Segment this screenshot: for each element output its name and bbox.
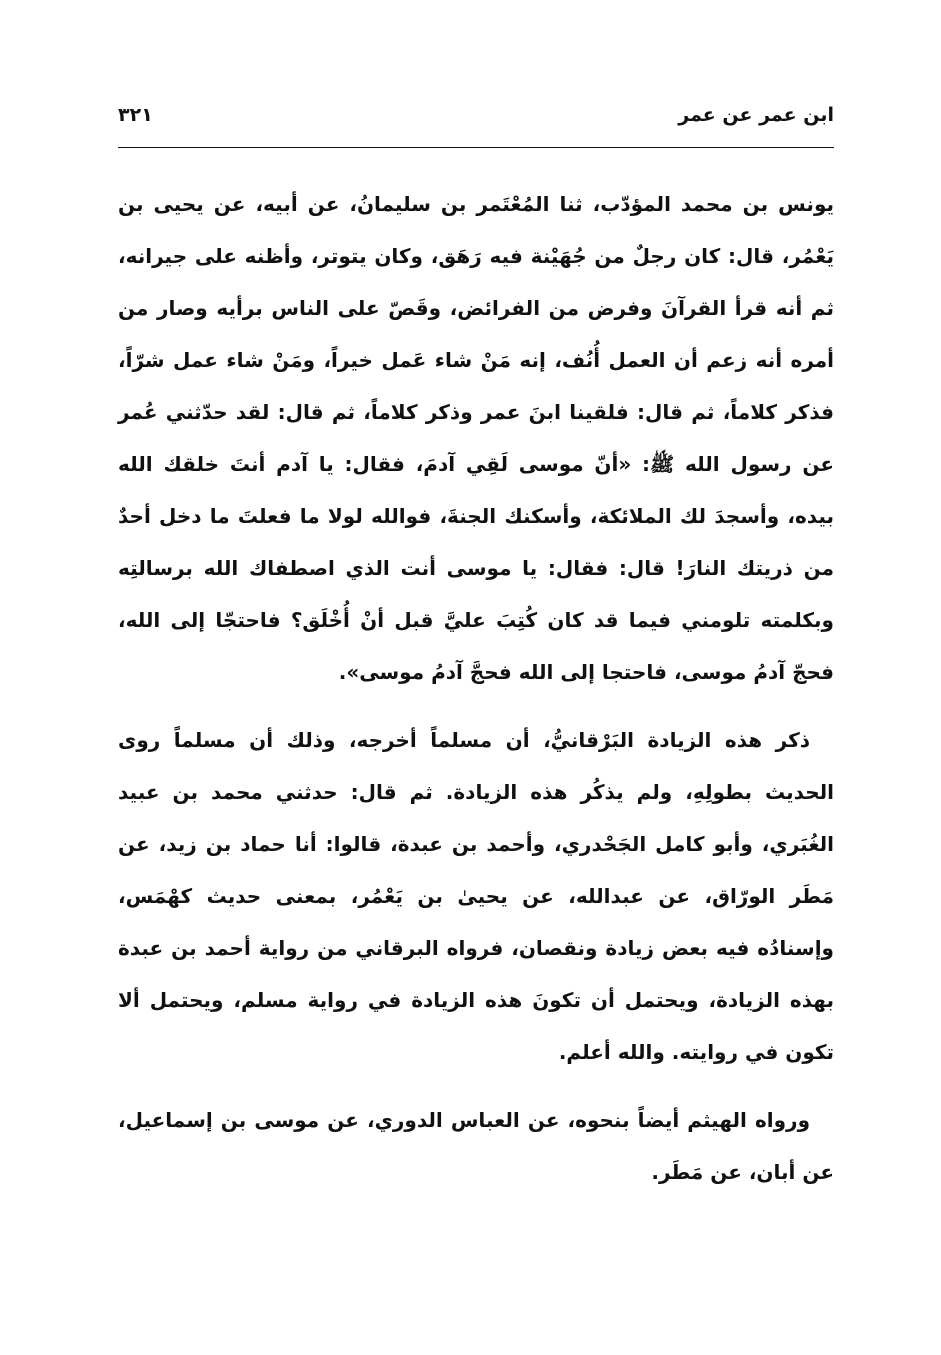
running-header <box>118 98 834 132</box>
header-divider <box>118 147 834 148</box>
paragraph-hadith: يونس بن محمد المؤدّب، ثنا المُعْتَمر بن سليمانُ، عن أبيه، عن يحيى بن يَعْمُر، قال: كان رجلٌ من جُهَيْنة فيه رَهَق، وكان يتوتر، وأظنه على جيرانه، ثم أنه قرأ القرآنَ وفرض من الفرائض، وقَصّ على الناس برأيه وصار من أمره أنه زعم أن العمل أُنُف، إنه مَنْ شاء عَمل خيراً، ومَنْ شاء عمل شرّاً، فذكر كلاماً، ثم قال: فلقينا ابنَ عمر وذكر كلاماً، ثم قال: لقد حدّثني عُمر عن رسول الله ﷺ: «أنّ موسى لَقِي آدمَ، فقال: يا آدم أنتَ خلقك الله بيده، وأسجدَ لك الملائكة، وأسكنك الجنةَ، فوالله لولا ما فعلتَ ما دخل أحدٌ من ذريتك النارَ! قال: فقال: يا موسى أنت الذي اصطفاك الله برسالتِه وبكلمته تلومني فيما قد كان كُتِبَ عليَّ قبل أنْ أُخْلَق؟ فاحتجّا إلى الله، فحجّ آدمُ موسى، فاحتجا إلى الله فحجَّ آدمُ موسى». <box>118 192 834 684</box>
header-title: ابن عمر عن عمر <box>678 104 834 126</box>
paragraph-commentary: ذكر هذه الزيادة البَرْقانيُّ، أن مسلماً أخرجه، وذلك أن مسلماً روى الحديث بطولِهِ، ولم يذكُر هذه الزيادة. ثم قال: حدثني محمد بن عبيد الغُبَري، وأبو كامل الجَحْدري، وأحمد بن عبدة، قالوا: أنا حماد بن زيد، عن مَطَر الورّاق، عن عبدالله، عن يحيىٰ بن يَعْمُر، بمعنى حديث كهْمَس، وإسنادُه فيه بعض زيادة ونقصان، فرواه البرقاني من رواية أحمد بن عبدة بهذه الزيادة، ويحتمل أن تكونَ هذه الزيادة في رواية مسلم، ويحتمل ألا تكون في روايته. والله أعلم. <box>118 728 834 1064</box>
body-text <box>118 178 834 1198</box>
paragraph-narration: ورواه الهيثم أيضاً بنحوه، عن العباس الدوري، عن موسى بن إسماعيل، عن أبان، عن مَطَر. <box>118 1108 834 1184</box>
page-number: ٣٢١ <box>118 104 153 126</box>
